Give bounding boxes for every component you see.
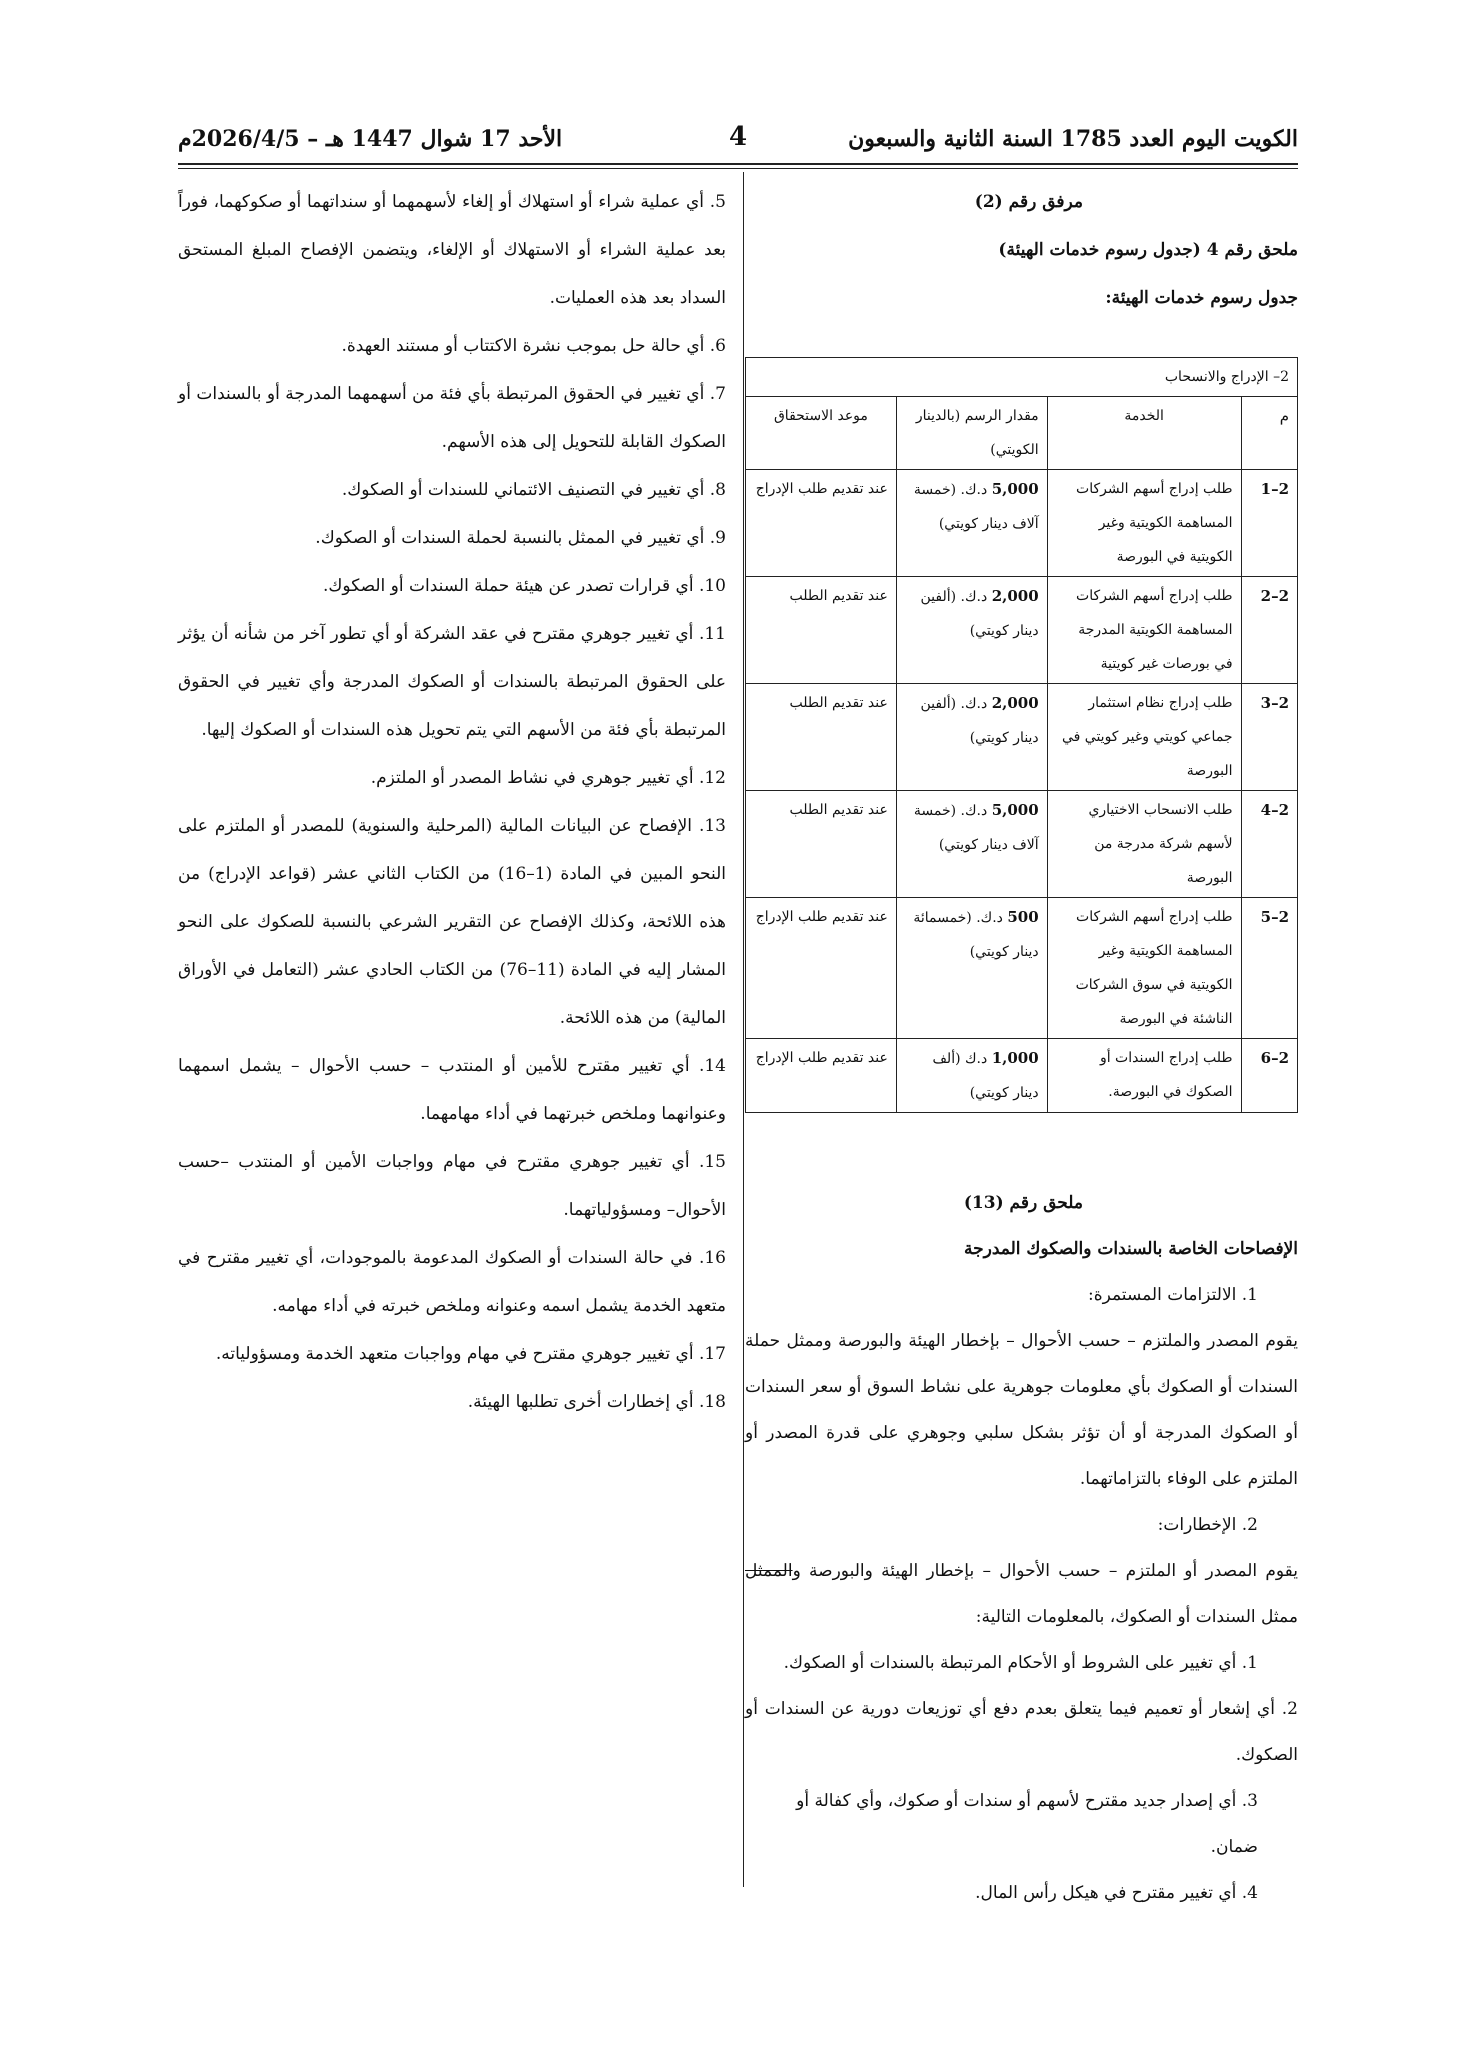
- section2-title: 2. الإخطارات:: [1157, 1515, 1258, 1535]
- fee-text: د.ك. (ألفين دينار كويتي): [920, 589, 1039, 639]
- right-column: [745, 178, 1298, 322]
- header-service: الخدمة: [1047, 397, 1241, 470]
- section1-title: 1. الالتزامات المستمرة:: [1087, 1285, 1258, 1305]
- fee-amount: 5,000: [991, 480, 1039, 498]
- table-caption: 2– الإدراج والانسحاب: [746, 358, 1298, 397]
- header-due: موعد الاستحقاق: [746, 397, 897, 470]
- list-item: 11. أي تغيير جوهري مقترح في عقد الشركة أو أي تطور آخر من شأنه أن يؤثر على الحقوق المرتبطة بالسندات أو الصكوك المدرجة وأي تغيير في الحقوق المرتبطة بأي فئة من الأسهم التي يتم تحويل هذه السندات أو الصكوك إليها.: [178, 624, 726, 740]
- header-rule-thin: [178, 168, 1298, 169]
- header-fee: مقدار الرسم (بالدينار الكويتي): [896, 397, 1047, 470]
- list-item: 1. أي تغيير على الشروط أو الأحكام المرتبطة بالسندات أو الصكوك.: [783, 1653, 1258, 1673]
- left-column: [178, 178, 726, 1426]
- list-item: 9. أي تغيير في الممثل بالنسبة لحملة السندات أو الصكوك.: [315, 528, 726, 548]
- row-service: طلب الانسحاب الاختياري لأسهم شركة مدرجة من البورصة: [1047, 791, 1241, 898]
- list-item: 15. أي تغيير جوهري مقترح في مهام وواجبات الأمين أو المنتدب –حسب الأحوال– ومسؤولياتهما.: [178, 1152, 726, 1220]
- row-fee: [896, 470, 1047, 577]
- row-num: 2–6: [1241, 1039, 1297, 1113]
- struck-text: الممثل: [745, 1561, 793, 1581]
- list-item: 16. في حالة السندات أو الصكوك المدعومة بالموجودات، أي تغيير مقترح في متعهد الخدمة يشمل اسمه وعنوانه وملخص خبرته في أداء مهامه.: [178, 1248, 726, 1316]
- row-num: 2–4: [1241, 791, 1297, 898]
- page-number: 4: [728, 122, 748, 152]
- fee-amount: 1,000: [991, 1049, 1039, 1067]
- row-service: طلب إدراج نظام استثمار جماعي كويتي وغير كويتي في البورصة: [1047, 684, 1241, 791]
- row-fee: [896, 791, 1047, 898]
- fee-amount: 2,000: [991, 587, 1039, 605]
- table-row: [746, 898, 1298, 1039]
- table-row: [746, 470, 1298, 577]
- fee-text: د.ك. (خمسمائة دينار كويتي): [913, 910, 1039, 960]
- table-row: [746, 577, 1298, 684]
- table-row: [746, 684, 1298, 791]
- row-due: عند تقديم الطلب: [746, 577, 897, 684]
- table-caption-row: [746, 358, 1298, 397]
- row-due: عند تقديم الطلب: [746, 684, 897, 791]
- list-item: 13. الإفصاح عن البيانات المالية (المرحلية والسنوية) للمصدر أو الملتزم على النحو المبين في المادة (1–16) من الكتاب الثاني عشر (قواعد الإدراج) من هذه اللائحة، وكذلك الإفصاح عن التقرير الشرعي بالنسبة للصكوك على النحو المشار إليه في المادة (11–76) من الكتاب الحادي عشر (التعامل في الأوراق المالية) من هذه اللائحة.: [178, 816, 726, 1028]
- section2-text-a: يقوم المصدر أو الملتزم – حسب الأحوال – بإخطار الهيئة والبورصة و: [792, 1561, 1298, 1581]
- list-item: 10. أي قرارات تصدر عن هيئة حملة السندات أو الصكوك.: [323, 576, 726, 596]
- row-due: عند تقديم طلب الإدراج: [746, 898, 897, 1039]
- section2-text-b: ممثل السندات أو الصكوك، بالمعلومات التالية:: [975, 1607, 1298, 1627]
- fee-text: د.ك. (خمسة آلاف دينار كويتي): [913, 482, 1039, 532]
- fee-text: د.ك. (خمسة آلاف دينار كويتي): [913, 803, 1039, 853]
- annex13-title: ملحق رقم (13): [963, 1193, 1083, 1213]
- list-item: 7. أي تغيير في الحقوق المرتبطة بأي فئة من أسهمهما المدرجة أو بالسندات أو الصكوك القابلة للتحويل إلى هذه الأسهم.: [178, 384, 726, 452]
- row-service: طلب إدراج أسهم الشركات المساهمة الكويتية وغير الكويتية في البورصة: [1047, 470, 1241, 577]
- list-item: 4. أي تغيير مقترح في هيكل رأس المال.: [975, 1883, 1258, 1903]
- attachment-title: مرفق رقم (2): [974, 192, 1083, 212]
- row-fee: [896, 1039, 1047, 1113]
- page-header: [178, 120, 1298, 160]
- list-item: 5. أي عملية شراء أو استهلاك أو إلغاء لأسهمهما أو سنداتهما أو صكوكهما، فوراً بعد عملية الشراء أو الاستهلاك أو الإلغاء، ويتضمن الإفصاح المبلغ المستحق السداد بعد هذه العمليات.: [178, 192, 726, 308]
- table-row: [746, 1039, 1298, 1113]
- header-date: الأحد 17 شوال 1447 هـ – 2026/4/5م: [178, 126, 563, 152]
- list-item: 12. أي تغيير جوهري في نشاط المصدر أو الملتزم.: [370, 768, 726, 788]
- row-due: عند تقديم طلب الإدراج: [746, 1039, 897, 1113]
- list-item: 6. أي حالة حل بموجب نشرة الاكتتاب أو مستند العهدة.: [341, 336, 726, 356]
- section2-text: [745, 1548, 1298, 1640]
- row-fee: [896, 684, 1047, 791]
- list-item: 18. أي إخطارات أخرى تطلبها الهيئة.: [467, 1392, 726, 1412]
- header-issue: الكويت اليوم العدد 1785 السنة الثانية والسبعون: [848, 126, 1298, 152]
- row-service: طلب إدراج أسهم الشركات المساهمة الكويتية المدرجة في بورصات غير كويتية: [1047, 577, 1241, 684]
- fee-text: د.ك (ألف دينار كويتي): [932, 1051, 1039, 1101]
- table-row: [746, 791, 1298, 898]
- fee-amount: 500: [1007, 908, 1039, 926]
- section1-text: يقوم المصدر والملتزم – حسب الأحوال – بإخطار الهيئة والبورصة وممثل حملة السندات أو الصكوك بأي معلومات جوهرية على نشاط السوق أو سعر السندات أو الصكوك المدرجة أو أن تؤثر بشكل سلبي وجوهري على قدرة المصدر أو الملتزم على الوفاء بالتزاماتهما.: [745, 1331, 1298, 1489]
- annex-13: [745, 1180, 1298, 1916]
- fee-amount: 2,000: [991, 694, 1039, 712]
- annex-title: ملحق رقم 4 (جدول رسوم خدمات الهيئة): [998, 240, 1298, 260]
- row-due: عند تقديم الطلب: [746, 791, 897, 898]
- header-rule: [178, 163, 1298, 165]
- list-item: 8. أي تغيير في التصنيف الائتماني للسندات أو الصكوك.: [341, 480, 726, 500]
- annex13-subtitle: الإفصاحات الخاصة بالسندات والصكوك المدرجة: [964, 1239, 1298, 1259]
- fee-table: [745, 357, 1298, 1113]
- header-num: م: [1241, 397, 1297, 470]
- column-divider: [743, 172, 744, 1887]
- row-service: طلب إدراج السندات أو الصكوك في البورصة.: [1047, 1039, 1241, 1113]
- table-header-row: [746, 397, 1298, 470]
- table-intro: جدول رسوم خدمات الهيئة:: [1105, 288, 1298, 308]
- row-num: 2–1: [1241, 470, 1297, 577]
- row-fee: [896, 577, 1047, 684]
- row-service: طلب إدراج أسهم الشركات المساهمة الكويتية وغير الكويتية في سوق الشركات الناشئة في البورصة: [1047, 898, 1241, 1039]
- row-num: 2–3: [1241, 684, 1297, 791]
- row-num: 2–5: [1241, 898, 1297, 1039]
- fee-amount: 5,000: [991, 801, 1039, 819]
- row-fee: [896, 898, 1047, 1039]
- row-num: 2–2: [1241, 577, 1297, 684]
- fee-text: د.ك. (ألفين دينار كويتي): [920, 696, 1039, 746]
- list-item: 17. أي تغيير جوهري مقترح في مهام وواجبات متعهد الخدمة ومسؤولياته.: [215, 1344, 726, 1364]
- row-due: عند تقديم طلب الإدراج: [746, 470, 897, 577]
- list-item: 3. أي إصدار جديد مقترح لأسهم أو سندات أو صكوك، وأي كفالة أو ضمان.: [796, 1791, 1258, 1857]
- list-item: 2. أي إشعار أو تعميم فيما يتعلق بعدم دفع أي توزيعات دورية عن السندات أو الصكوك.: [745, 1699, 1298, 1765]
- list-item: 14. أي تغيير مقترح للأمين أو المنتدب – حسب الأحوال – يشمل اسمهما وعنوانهما وملخص خبرتهما في أداء مهامهما.: [178, 1056, 726, 1124]
